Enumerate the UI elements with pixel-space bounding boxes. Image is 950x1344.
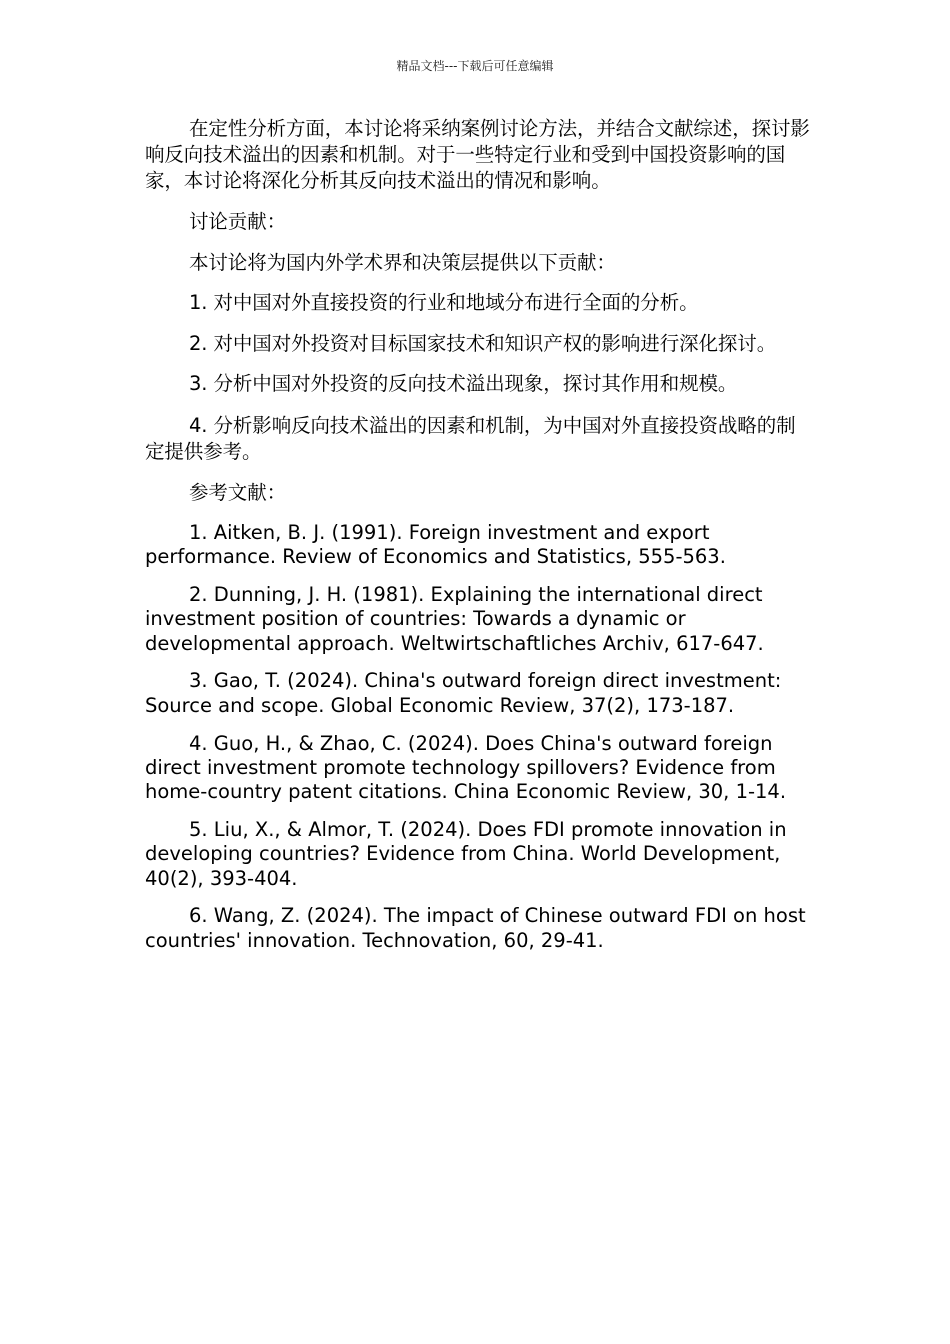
document-body — [145, 116, 810, 966]
section-heading-contributions: 讨论贡献： — [189, 210, 287, 233]
reference-item: 2. Dunning, J. H. (1981). Explaining the international direct investment position of countries: Towards a dynamic or developmental approach. Weltwirtschaftliches Archiv, 617-647. — [145, 583, 764, 655]
reference-item: 5. Liu, X., & Almor, T. (2024). Does FDI promote innovation in developing countries? Evidence from China. World Development, 40(2), 393-404. — [145, 817, 787, 890]
contribution-item: 1. 对中国对外直接投资的行业和地域分布进行全面的分析。 — [189, 291, 699, 314]
page-header-note: 精品文档---下载后可任意编辑 — [396, 59, 554, 73]
body-paragraph: 本讨论将为国内外学术界和决策层提供以下贡献： — [189, 250, 616, 274]
section-heading-references: 参考文献： — [189, 480, 287, 504]
reference-item: 4. Guo, H., & Zhao, C. (2024). Does China's outward foreign direct investment promote technology spillovers? Evidence from home-country patent citations. China Economic Review, 30, 1-14. — [145, 731, 787, 804]
reference-item: 6. Wang, Z. (2024). The impact of Chinese outward FDI on host countries' innovation. Technovation, 60, 29-41. — [145, 904, 806, 952]
contribution-item: 3. 分析中国对外投资的反向技术溢出现象，探讨其作用和规模。 — [189, 372, 738, 395]
contribution-item: 4. 分析影响反向技术溢出的因素和机制，为中国对外直接投资战略的制定提供参考。 — [145, 413, 796, 463]
contribution-item: 2. 对中国对外投资对目标国家技术和知识产权的影响进行深化探讨。 — [189, 331, 777, 355]
body-paragraph: 在定性分析方面，本讨论将采纳案例讨论方法，并结合文献综述，探讨影响反向技术溢出的因素和机制。对于一些特定行业和受到中国投资影响的国家，本讨论将深化分析其反向技术溢出的情况和影响。 — [145, 117, 810, 192]
reference-item: 3. Gao, T. (2024). China's outward foreign direct investment: Source and scope. Global Economic Review, 37(2), 173-187. — [145, 669, 782, 717]
reference-item: 1. Aitken, B. J. (1991). Foreign investment and export performance. Review of Economics and Statistics, 555-563. — [145, 521, 726, 569]
